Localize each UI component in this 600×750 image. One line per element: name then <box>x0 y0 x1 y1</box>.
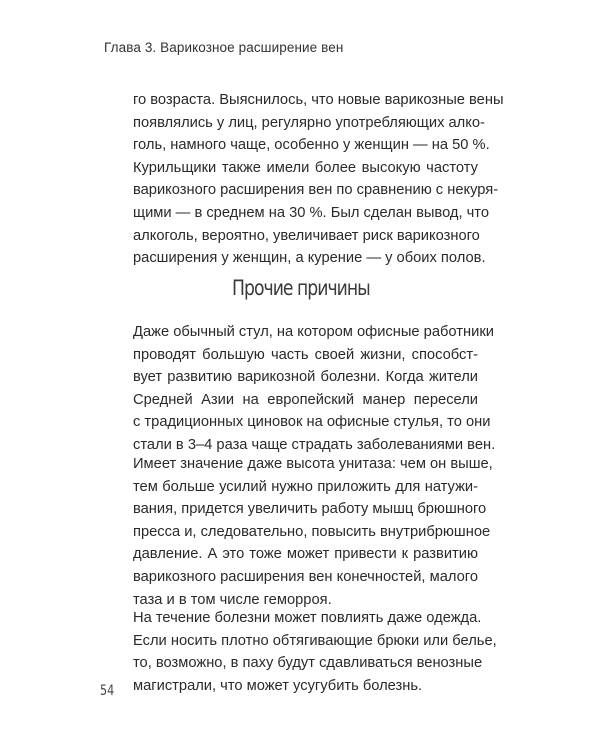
paragraph <box>133 607 497 697</box>
text-line: давление. А это тоже может привести к развитию <box>133 546 478 563</box>
text-line: стали в 3–4 раза чаще страдать заболеваниями вен. <box>133 436 496 453</box>
text-line: Средней Азии на европейский манер пересели <box>133 391 478 408</box>
text-line: варикозного расширения вен по сравнению с некуря- <box>133 182 499 199</box>
text-line: с традиционных циновок на офисные стулья, то они <box>133 414 491 431</box>
text-line: появлялись у лиц, регулярно употребляющих алко- <box>133 114 485 131</box>
paragraph <box>133 453 493 611</box>
text-line: варикозного расширения вен конечностей, малого <box>133 568 478 585</box>
paragraph <box>133 89 504 270</box>
text-line: На течение болезни может повлиять даже одежда. <box>133 610 482 626</box>
text-line: таза и в том числе геморроя. <box>133 591 332 608</box>
text-line: Имеет значение даже высота унитаза: чем он выше, <box>133 456 493 472</box>
text-line: го возраста. Выяснилось, что новые варикозные вены <box>133 92 504 108</box>
section-heading: Прочие причины <box>232 276 370 300</box>
paragraph <box>133 321 496 457</box>
text-line: магистрали, что может усугубить болезнь. <box>133 677 423 694</box>
text-line: голь, намного чаще, особенно у женщин — на 50 %. <box>133 137 490 154</box>
page-number: 54 <box>100 683 115 699</box>
text-line: тем больше усилий нужно приложить для натужи- <box>133 478 478 495</box>
text-line: то, возможно, в паху будут сдавливаться венозные <box>133 655 483 672</box>
text-line: алкоголь, вероятно, увеличивает риск варикозного <box>133 227 480 244</box>
text-line: пресса и, следовательно, повысить внутрибрюшное <box>133 523 491 540</box>
text-line: вует развитию варикозной болезни. Когда жители <box>133 369 478 386</box>
text-line: Если носить плотно обтягивающие брюки или белье, <box>133 632 497 649</box>
text-line: вания, придется увеличить работу мышц брюшного <box>133 501 487 518</box>
running-header: Глава 3. Варикозное расширение вен <box>104 40 344 55</box>
text-line: проводят большую часть своей жизни, способст- <box>133 346 478 363</box>
text-line: Курильщики также имели более высокую частоту <box>133 159 478 176</box>
text-line: Даже обычный стул, на котором офисные работники <box>133 324 494 340</box>
text-line: щими — в среднем на 30 %. Был сделан вывод, что <box>133 204 490 221</box>
text-line: расширения у женщин, а курение — у обоих полов. <box>133 250 486 267</box>
